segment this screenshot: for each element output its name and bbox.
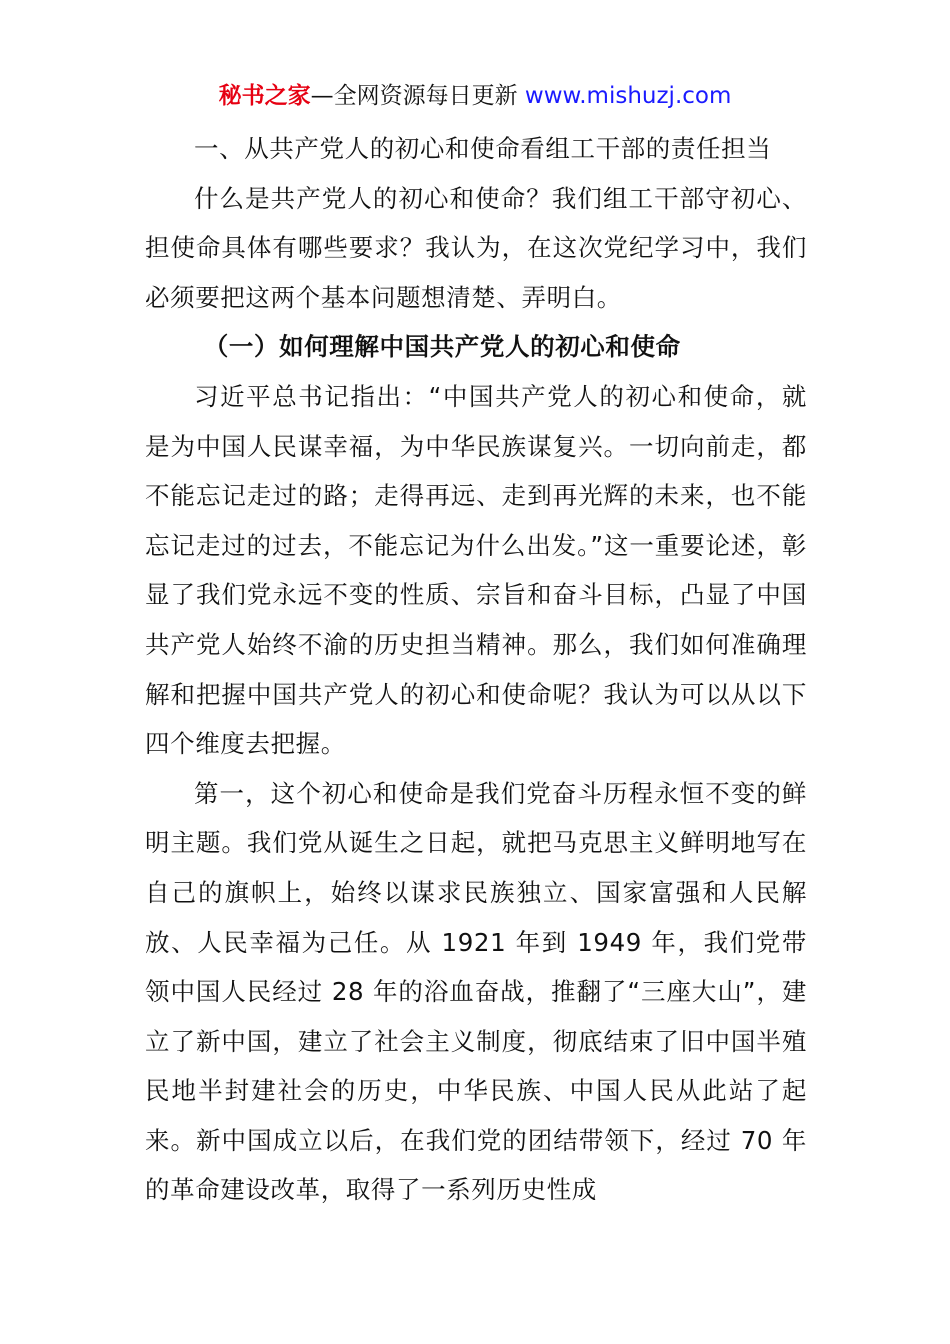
section-heading: 一、从共产党人的初心和使命看组工干部的责任担当	[194, 134, 772, 163]
page-header	[0, 80, 950, 112]
body-paragraph: 习近平总书记指出：“中国共产党人的初心和使命，就是为中国人民谋幸福，为中华民族谋复兴。一切向前走，都不能忘记走过的路；走得再远、走到再光辉的未来，也不能忘记走过的过去，不能忘记为什么出发。”这一重要论述，彰显了我们党永远不变的性质、宗旨和奋斗目标，凸显了中国共产党人始终不渝的历史担当精神。那么，我们如何准确理解和把握中国共产党人的初心和使命呢？我认为可以从以下四个维度去把握。	[145, 381, 807, 759]
website-url[interactable]: www.mishuzj.com	[524, 83, 732, 109]
header-tagline: —全网资源每日更新	[310, 83, 525, 109]
sub-heading: （一）如何理解中国共产党人的初心和使命	[203, 332, 681, 362]
brand-name: 秘书之家	[218, 83, 311, 109]
document-body	[145, 124, 807, 1215]
body-paragraph: 什么是共产党人的初心和使命？我们组工干部守初心、担使命具体有哪些要求？我认为，在这次党纪学习中，我们必须要把这两个基本问题想清楚、弄明白。	[145, 183, 807, 312]
body-paragraph: 第一，这个初心和使命是我们党奋斗历程永恒不变的鲜明主题。我们党从诞生之日起，就把马克思主义鲜明地写在自己的旗帜上，始终以谋求民族独立、国家富强和人民解放、人民幸福为己任。从 1921 年到 1949 年，我们党带领中国人民经过 28 年的浴血奋战，推翻了“三座大山”，建立了新中国，建立了社会主义制度，彻底结束了旧中国半殖民地半封建社会的历史，中华民族、中国人民从此站了起来。新中国成立以后，在我们党的团结带领下，经过 70 年的革命建设改革，取得了一系列历史性成	[145, 778, 807, 1205]
